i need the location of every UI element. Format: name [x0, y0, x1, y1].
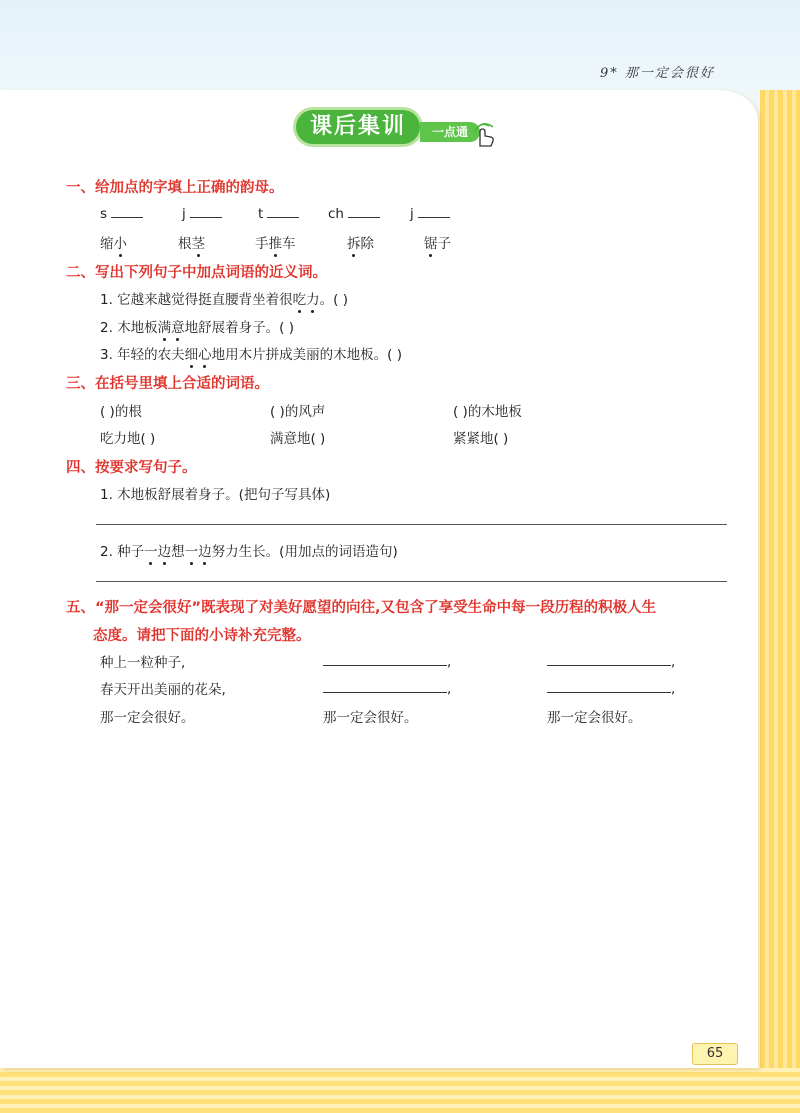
poem-blank-4: ,: [547, 678, 675, 697]
pinyin-blank-2: j: [182, 205, 222, 222]
lesson-header: 9* 那一定会很好: [600, 66, 715, 81]
poem-blank-3: ,: [547, 651, 675, 670]
page-bottom-stripes: [0, 1068, 800, 1113]
section-1-title: 一、给加点的字填上正确的韵母。: [66, 180, 284, 196]
poem-line-2: 春天开出美丽的花朵,: [100, 682, 226, 698]
answer-rule-1: [96, 524, 727, 525]
fill-phrase-6: 紧紧地( ): [453, 431, 509, 447]
answer-line: [323, 651, 447, 666]
section-5-title-line-2: 态度。请把下面的小诗补充完整。: [93, 628, 311, 644]
word-5: 锯子: [424, 232, 451, 252]
fill-phrase-4: 吃力地( ): [100, 431, 156, 447]
section-2-item-2: 2. 木地板满意地舒展着身子。( ): [100, 316, 294, 336]
exercise-banner: [296, 110, 506, 150]
pinyin-blank-3: t: [258, 205, 299, 222]
section-4-question-2: 2. 种子一边想一边努力生长。(用加点的词语造句): [100, 540, 398, 560]
word-3: 手推车: [255, 232, 296, 252]
banner-subtitle: 一点通: [420, 122, 480, 142]
page-edge-stripes: [760, 90, 800, 1113]
answer-line: [323, 678, 447, 693]
fill-phrase-3: ( )的木地板: [453, 404, 522, 420]
section-4-question-1: 1. 木地板舒展着身子。(把句子写具体): [100, 487, 331, 503]
section-3-title: 三、在括号里填上合适的词语。: [66, 376, 269, 392]
answer-line: [190, 205, 222, 218]
answer-line: [547, 678, 671, 693]
poem-blank-1: ,: [323, 651, 451, 670]
pinyin-blank-5: j: [410, 205, 450, 222]
section-2-item-1: 1. 它越来越觉得挺直腰背坐着很吃力。( ): [100, 288, 348, 308]
section-2-item-3: 3. 年轻的农夫细心地用木片拼成美丽的木地板。( ): [100, 343, 402, 363]
page-number: 65: [692, 1043, 738, 1065]
answer-line: [111, 205, 143, 218]
word-1: 缩小: [100, 232, 127, 252]
answer-line: [547, 651, 671, 666]
banner-title: 课后集训: [296, 110, 420, 144]
poem-line-col3: 那一定会很好。: [547, 710, 642, 726]
word-2: 根茎: [178, 232, 205, 252]
pinyin-blank-1: s: [100, 205, 143, 222]
section-4-title: 四、按要求写句子。: [66, 460, 197, 476]
answer-rule-2: [96, 581, 727, 582]
poem-line-col2: 那一定会很好。: [323, 710, 418, 726]
section-5-title-line-1: 五、“那一定会很好”既表现了对美好愿望的向往,又包含了享受生命中每一段历程的积极人生: [66, 600, 657, 616]
answer-line: [348, 205, 380, 218]
fill-phrase-2: ( )的风声: [270, 404, 326, 420]
answer-line: [418, 205, 450, 218]
fill-phrase-5: 满意地( ): [270, 431, 326, 447]
pinyin-blank-4: ch: [328, 205, 380, 222]
answer-line: [267, 205, 299, 218]
hand-pointer-icon: [474, 122, 496, 148]
poem-blank-2: ,: [323, 678, 451, 697]
poem-line-1: 种上一粒种子,: [100, 655, 186, 671]
poem-line-3: 那一定会很好。: [100, 710, 195, 726]
section-2-title: 二、写出下列句子中加点词语的近义词。: [66, 265, 327, 281]
fill-phrase-1: ( )的根: [100, 404, 142, 420]
word-4: 拆除: [347, 232, 374, 252]
